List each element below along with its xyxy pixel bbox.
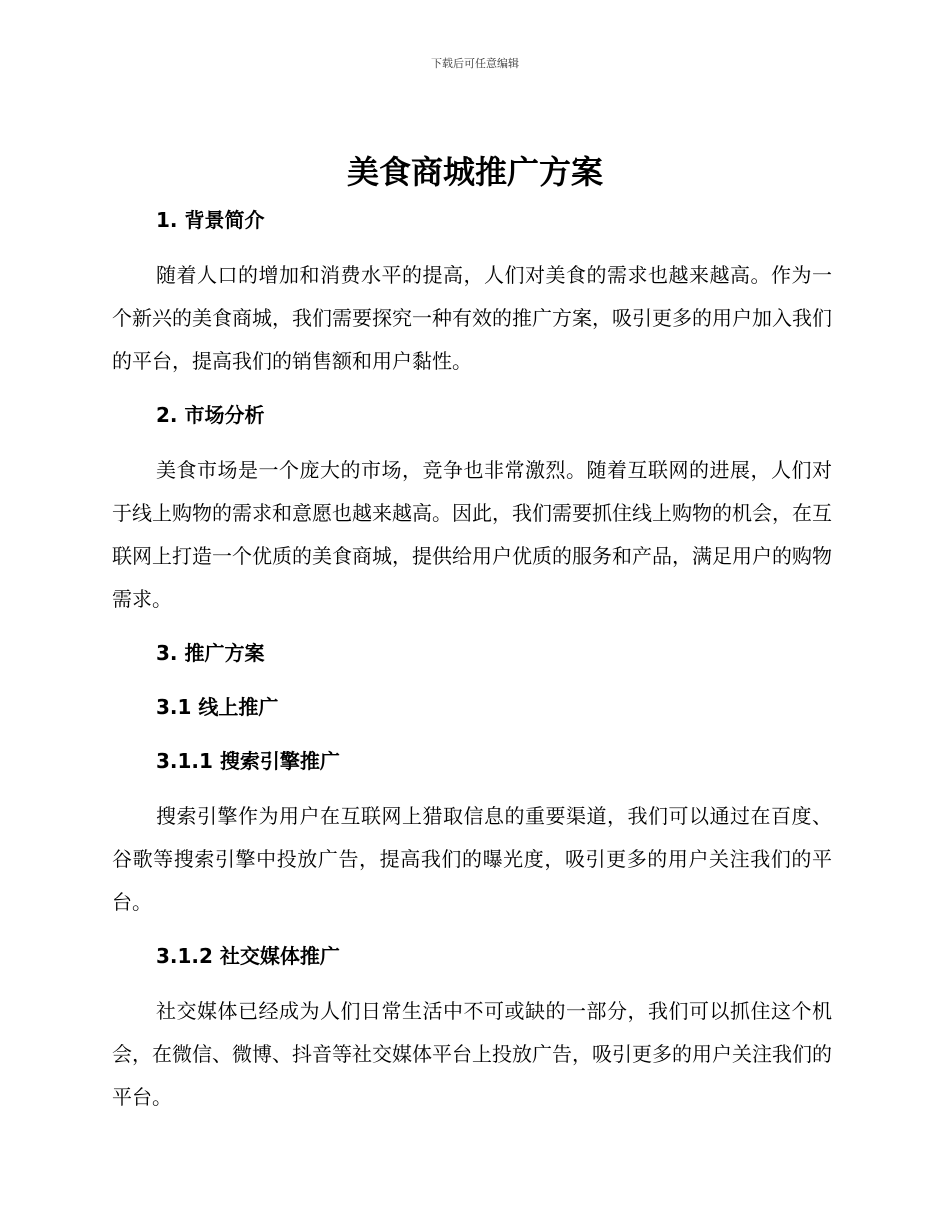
section-heading-online: 3.1 线上推广 [156, 695, 279, 719]
section-heading-promotion: 3. 推广方案 [156, 641, 265, 665]
section-paragraph-market: 美食市场是一个庞大的市场，竞争也非常激烈。随着互联网的进展，人们对于线上购物的需求和意愿也越来越高。因此，我们需要抓住线上购物的机会，在互联网上打造一个优质的美食商城，提供给用户优质的服务和产品，满足用户的购物需求。 [112, 458, 832, 611]
section-paragraph-search: 搜索引擎作为用户在互联网上猎取信息的重要渠道，我们可以通过在百度、谷歌等搜索引擎中投放广告，提高我们的曝光度，吸引更多的用户关注我们的平台。 [112, 804, 832, 914]
document-body [112, 200, 832, 1119]
section-heading-social: 3.1.2 社交媒体推广 [156, 944, 340, 968]
header-note: 下载后可任意编辑 [431, 57, 519, 70]
page-title: 美食商城推广方案 [346, 153, 603, 191]
section-heading-search: 3.1.1 搜索引擎推广 [156, 749, 340, 773]
section-paragraph-social: 社交媒体已经成为人们日常生活中不可或缺的一部分，我们可以抓住这个机会，在微信、微博、抖音等社交媒体平台上投放广告，吸引更多的用户关注我们的平台。 [112, 999, 832, 1109]
section-heading-background: 1. 背景简介 [156, 208, 265, 232]
section-paragraph-background: 随着人口的增加和消费水平的提高，人们对美食的需求也越来越高。作为一个新兴的美食商城，我们需要探究一种有效的推广方案，吸引更多的用户加入我们的平台，提高我们的销售额和用户黏性。 [112, 263, 832, 373]
section-heading-market: 2. 市场分析 [156, 403, 265, 427]
